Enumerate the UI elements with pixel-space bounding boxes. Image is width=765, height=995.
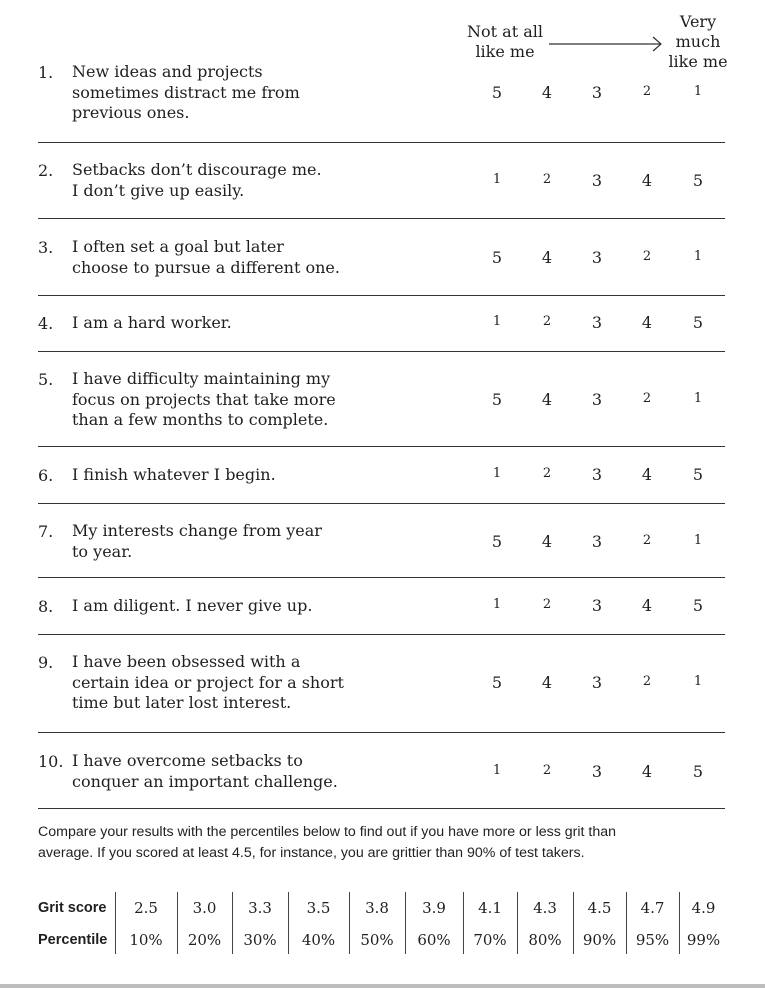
score-option[interactable]: 4 — [641, 465, 653, 485]
score-option[interactable]: 5 — [491, 672, 503, 692]
grit-score-cell: 4.5 — [587, 899, 612, 917]
score-option[interactable]: 3 — [591, 596, 603, 616]
score-option[interactable]: 5 — [491, 247, 503, 267]
grit-score-cell: 4.1 — [478, 899, 502, 917]
row-divider — [38, 732, 725, 733]
percentile-cell: 10% — [129, 931, 163, 949]
row-divider — [38, 808, 725, 809]
grit-score-label: Grit score — [38, 900, 107, 916]
statement-line: I have difficulty maintaining my — [72, 369, 331, 388]
percentile-cell: 30% — [243, 931, 277, 949]
instructions-note — [38, 822, 728, 863]
score-option[interactable]: 3 — [591, 465, 603, 485]
question-number: 6. — [38, 466, 54, 485]
score-option[interactable]: 1 — [693, 248, 703, 264]
question-number: 3. — [38, 238, 54, 257]
row-divider — [38, 218, 725, 219]
statement-line: previous ones. — [72, 103, 190, 122]
statement-line: I have been obsessed with a — [72, 652, 301, 671]
question-row — [38, 652, 725, 714]
score-option[interactable]: 3 — [591, 82, 603, 102]
question-statement — [72, 652, 372, 714]
statement-line: sometimes distract me from — [72, 82, 300, 102]
question-statement — [72, 751, 372, 792]
score-option[interactable]: 3 — [591, 761, 603, 781]
scale-label-line: like me — [475, 42, 535, 61]
score-option[interactable]: 4 — [641, 596, 653, 616]
row-divider — [38, 503, 725, 504]
question-row — [38, 751, 725, 792]
statement-line: I am diligent. I never give up. — [72, 596, 313, 615]
question-number: 2. — [38, 161, 54, 180]
grit-score-cell: 4.7 — [640, 899, 665, 917]
score-option[interactable]: 3 — [591, 389, 603, 409]
percentile-cell: 80% — [528, 931, 562, 949]
score-option[interactable]: 5 — [491, 531, 503, 551]
statement-line: focus on projects that take more — [72, 389, 336, 409]
score-option[interactable]: 5 — [692, 170, 704, 190]
scale-arrow-icon — [548, 34, 664, 54]
question-statement — [72, 596, 372, 617]
score-option[interactable]: 1 — [693, 83, 703, 99]
question-statement — [72, 465, 372, 486]
question-statement — [72, 160, 372, 201]
score-option[interactable]: 2 — [542, 314, 552, 330]
score-option[interactable]: 1 — [492, 314, 502, 330]
score-option[interactable]: 4 — [541, 389, 553, 409]
statement-line: choose to pursue a different one. — [72, 257, 340, 277]
score-option[interactable]: 1 — [492, 597, 502, 613]
score-option[interactable]: 3 — [591, 672, 603, 692]
score-option[interactable]: 2 — [542, 597, 552, 613]
score-option[interactable]: 3 — [591, 170, 603, 190]
score-option[interactable]: 4 — [641, 313, 653, 333]
bottom-rule — [0, 984, 765, 988]
statement-line: to year. — [72, 541, 133, 561]
score-option[interactable]: 1 — [693, 673, 703, 689]
percentile-cell: 90% — [582, 931, 617, 949]
score-option[interactable]: 1 — [693, 390, 703, 406]
score-option[interactable]: 2 — [642, 83, 652, 99]
score-option[interactable]: 5 — [491, 82, 503, 102]
score-option[interactable]: 3 — [591, 531, 603, 551]
question-number: 5. — [38, 370, 54, 389]
question-statement — [72, 369, 372, 431]
score-option[interactable]: 1 — [492, 171, 502, 187]
score-option[interactable]: 2 — [542, 171, 552, 187]
score-option[interactable]: 4 — [541, 531, 553, 551]
grit-score-cell: 4.3 — [533, 899, 557, 917]
score-option[interactable]: 5 — [692, 465, 704, 485]
score-option[interactable]: 5 — [491, 389, 503, 409]
question-statement — [72, 521, 372, 562]
score-option[interactable]: 2 — [642, 248, 652, 264]
score-option[interactable]: 2 — [542, 466, 552, 482]
percentile-table — [38, 892, 728, 954]
question-number: 9. — [38, 653, 54, 672]
grit-score-cell: 3.0 — [192, 899, 217, 917]
statement-line: I am a hard worker. — [72, 313, 232, 332]
question-number: 10. — [38, 752, 64, 771]
question-statement — [72, 237, 372, 278]
percentile-cell: 20% — [187, 931, 222, 949]
score-option[interactable]: 2 — [642, 390, 652, 406]
statement-line: I have overcome setbacks to — [72, 751, 303, 770]
row-divider — [38, 446, 725, 447]
question-row — [38, 62, 725, 124]
question-row — [38, 465, 725, 486]
statement-line: Setbacks don’t discourage me. — [72, 160, 322, 179]
scale-label-line: like me — [668, 52, 728, 71]
score-option[interactable]: 4 — [541, 247, 553, 267]
scale-label-line: Very — [679, 12, 717, 31]
statement-line: conquer an important challenge. — [72, 771, 338, 791]
row-divider — [38, 295, 725, 296]
statement-line: New ideas and projects — [72, 62, 263, 81]
grit-score-cell: 3.8 — [365, 899, 389, 917]
statement-line: than a few months to complete. — [72, 410, 329, 429]
question-row — [38, 313, 725, 334]
score-option[interactable]: 4 — [641, 761, 653, 781]
row-divider — [38, 634, 725, 635]
score-option[interactable]: 4 — [541, 672, 553, 692]
grit-score-cell: 2.5 — [134, 899, 158, 917]
question-row — [38, 596, 725, 617]
statement-line: My interests change from year — [72, 521, 322, 540]
grit-score-cell: 4.9 — [691, 899, 716, 917]
statement-line: I often set a goal but later — [72, 237, 284, 256]
scale-label-not-at-all — [462, 22, 548, 62]
scale-label-line: Not at all — [467, 22, 543, 41]
grit-score-cell: 3.9 — [422, 899, 446, 917]
score-option[interactable]: 3 — [591, 247, 603, 267]
question-number: 1. — [38, 63, 54, 82]
score-option[interactable]: 4 — [641, 170, 653, 190]
question-number: 4. — [38, 314, 54, 333]
scale-label-line: much — [675, 32, 721, 51]
question-row — [38, 237, 725, 278]
statement-line: I finish whatever I begin. — [72, 465, 276, 484]
statement-line: I don’t give up easily. — [72, 180, 245, 200]
percentile-cell: 99% — [686, 931, 721, 949]
percentile-cell: 70% — [473, 931, 507, 949]
percentile-cell: 60% — [417, 931, 451, 949]
question-number: 8. — [38, 597, 54, 616]
score-option[interactable]: 5 — [692, 761, 704, 781]
percentile-cell: 50% — [360, 931, 394, 949]
row-divider — [38, 351, 725, 352]
percentile-cell: 40% — [301, 931, 336, 949]
question-row — [38, 369, 725, 431]
score-option[interactable]: 5 — [692, 313, 704, 333]
row-divider — [38, 142, 725, 143]
score-option[interactable]: 4 — [541, 82, 553, 102]
question-row — [38, 521, 725, 562]
score-option[interactable]: 2 — [642, 673, 652, 689]
score-option[interactable]: 5 — [692, 596, 704, 616]
note-line: Compare your results with the percentiles below to find out if you have more or less grit than — [38, 824, 617, 840]
grit-score-cell: 3.5 — [306, 899, 331, 917]
score-option[interactable]: 2 — [642, 532, 652, 548]
question-statement — [72, 313, 372, 334]
score-option[interactable]: 1 — [492, 762, 502, 778]
percentile-label: Percentile — [38, 932, 108, 948]
question-number: 7. — [38, 522, 54, 541]
statement-line: certain idea or project for a short — [72, 672, 344, 692]
score-option[interactable]: 1 — [693, 532, 703, 548]
score-option[interactable]: 3 — [591, 313, 603, 333]
row-divider — [38, 577, 725, 578]
question-statement — [72, 62, 372, 124]
note-line: average. If you scored at least 4.5, for instance, you are grittier than 90% of test takers. — [38, 844, 585, 861]
question-row — [38, 160, 725, 201]
score-option[interactable]: 2 — [542, 762, 552, 778]
grit-score-cell: 3.3 — [248, 899, 272, 917]
score-option[interactable]: 1 — [492, 466, 502, 482]
percentile-cell: 95% — [635, 931, 670, 949]
statement-line: time but later lost interest. — [72, 693, 292, 712]
